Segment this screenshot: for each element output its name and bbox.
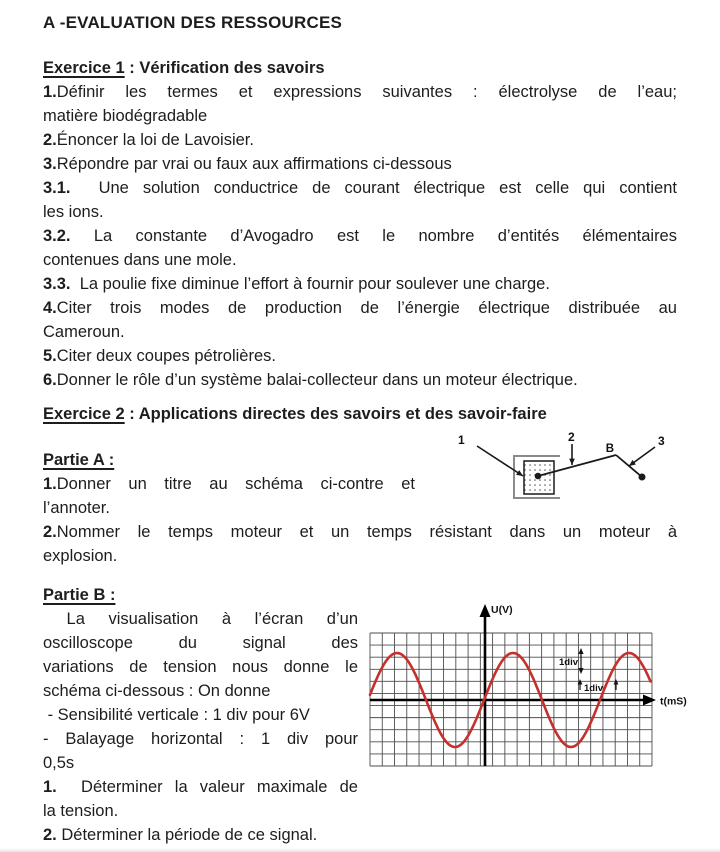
- exercice-1-label: Exercice 1: [43, 59, 125, 77]
- line-number: 3.2.: [43, 227, 71, 245]
- line-number: 2.: [43, 826, 57, 844]
- exercice-1-lines: [43, 80, 677, 392]
- line-text: oscilloscope du signal des: [43, 634, 358, 652]
- time-axis-arrowhead: [643, 695, 656, 706]
- line-text: Citer deux coupes pétrolières.: [56, 347, 276, 365]
- oscilloscope-graph: [368, 597, 698, 779]
- text-line: [43, 544, 677, 568]
- label-2-arrow-head: [569, 459, 575, 465]
- line-text: La poulie fixe diminue l’effort à fournir pour soulever une charge.: [70, 275, 550, 293]
- piston-crank-diagram: [448, 428, 688, 513]
- line-number: 1.: [43, 83, 57, 101]
- exercice-2-subtitle: : Applications directes des savoirs et des savoir-faire: [124, 405, 547, 423]
- line-text: Répondre par vrai ou faux aux affirmations ci-dessous: [56, 155, 452, 173]
- label-1-arrow: [477, 446, 523, 476]
- line-text: Donner un titre au schéma ci-contre et: [56, 475, 415, 493]
- line-text: Déterminer la valeur maximale de: [56, 778, 358, 796]
- line-text: l’annoter.: [43, 499, 110, 517]
- line-text: - Sensibilité verticale : 1 div pour 6V: [43, 706, 310, 724]
- text-line: [43, 799, 358, 823]
- div-label-vertical: 1div: [558, 657, 578, 668]
- line-number: 6.: [43, 371, 57, 389]
- line-text: 0,5s: [43, 754, 75, 772]
- text-line: [43, 296, 677, 320]
- line-number: 5.: [43, 347, 57, 365]
- line-number: 1.: [43, 778, 57, 796]
- line-text: variations de tension nous donne le: [43, 658, 358, 676]
- exercice-2-label: Exercice 2: [43, 405, 125, 423]
- text-line: [43, 775, 358, 799]
- text-line: [43, 224, 677, 248]
- text-line: [43, 823, 358, 847]
- x-axis-label: t(mS): [659, 695, 687, 708]
- line-text: Nommer le temps moteur et un temps résistant dans un moteur à: [56, 523, 677, 541]
- text-line: [43, 751, 358, 775]
- voltage-axis-arrowhead: [480, 604, 491, 617]
- line-text: Cameroun.: [43, 323, 125, 341]
- line-number: 1.: [43, 475, 57, 493]
- line-number: 3.: [43, 155, 57, 173]
- line-text: Citer trois modes de production de l’énergie électrique distribuée au: [56, 299, 677, 317]
- text-line: [43, 607, 358, 631]
- line-text: schéma ci-dessous : On donne: [43, 682, 271, 700]
- line-text: Une solution conductrice de courant électrique est celle qui contient: [70, 179, 677, 197]
- text-line: [43, 368, 677, 392]
- partie-b-heading: [43, 583, 115, 607]
- text-line: [43, 472, 415, 496]
- line-text: les ions.: [43, 203, 104, 221]
- text-line: [43, 104, 677, 128]
- line-text: Déterminer la période de ce signal.: [56, 826, 318, 844]
- line-text: Définir les termes et expressions suivantes : électrolyse de l’eau;: [56, 83, 677, 101]
- partie-a-heading: [43, 448, 114, 472]
- line-text: explosion.: [43, 547, 118, 565]
- text-line: [43, 80, 677, 104]
- page-bottom-shade: [0, 848, 720, 852]
- text-line: [43, 655, 358, 679]
- text-line: [43, 496, 415, 520]
- partie-a-full-lines: [43, 520, 677, 568]
- line-number: 2.: [43, 523, 57, 541]
- text-line: [43, 152, 677, 176]
- text-line: [43, 631, 358, 655]
- div-marker-v-arrow-up: [578, 648, 583, 654]
- line-text: la tension.: [43, 802, 119, 820]
- line-number: 3.3.: [43, 275, 71, 293]
- text-line: [43, 520, 677, 544]
- exercice-1-subtitle: : Vérification des savoirs: [124, 59, 325, 77]
- partie-a-narrow-lines: [43, 472, 415, 520]
- text-line: [43, 200, 677, 224]
- diagram-label-3: 3: [658, 434, 665, 448]
- line-text: Donner le rôle d’un système balai-collecteur dans un moteur électrique.: [56, 371, 578, 389]
- partie-a-label: Partie A :: [43, 451, 115, 469]
- text-line: [43, 320, 677, 344]
- partie-b-label: Partie B :: [43, 586, 116, 604]
- div-label-horizontal: 1div: [584, 683, 604, 694]
- text-line: [43, 344, 677, 368]
- text-line: [43, 128, 677, 152]
- text-line: [43, 248, 677, 272]
- crank-pin-dot: [639, 474, 646, 481]
- line-text: Énoncer la loi de Lavoisier.: [56, 131, 254, 149]
- page-title: A -EVALUATION DES RESSOURCES: [43, 13, 343, 32]
- y-axis-label: U(V): [491, 604, 513, 616]
- text-line: [43, 272, 677, 296]
- div-marker-v-arrow-down: [578, 668, 583, 674]
- line-number: 4.: [43, 299, 57, 317]
- text-line: [43, 703, 358, 727]
- line-text: contenues dans une mole.: [43, 251, 237, 269]
- diagram-label-b: B: [605, 443, 614, 455]
- text-line: [43, 176, 677, 200]
- line-text: - Balayage horizontal : 1 div pour: [43, 730, 358, 748]
- text-line: [43, 679, 358, 703]
- line-text: matière biodégradable: [43, 107, 208, 125]
- partie-b-lines: [43, 607, 358, 847]
- line-text: La visualisation à l’écran d’un: [43, 610, 358, 628]
- line-number: 3.1.: [43, 179, 71, 197]
- diagram-label-1: 1: [458, 433, 465, 447]
- text-line: [43, 727, 358, 751]
- exercice-1-heading: [43, 56, 325, 80]
- exercice-2-heading: [43, 402, 547, 426]
- line-number: 2.: [43, 131, 57, 149]
- line-text: La constante d’Avogadro est le nombre d’entités élémentaires: [70, 227, 677, 245]
- diagram-label-2: 2: [568, 430, 575, 444]
